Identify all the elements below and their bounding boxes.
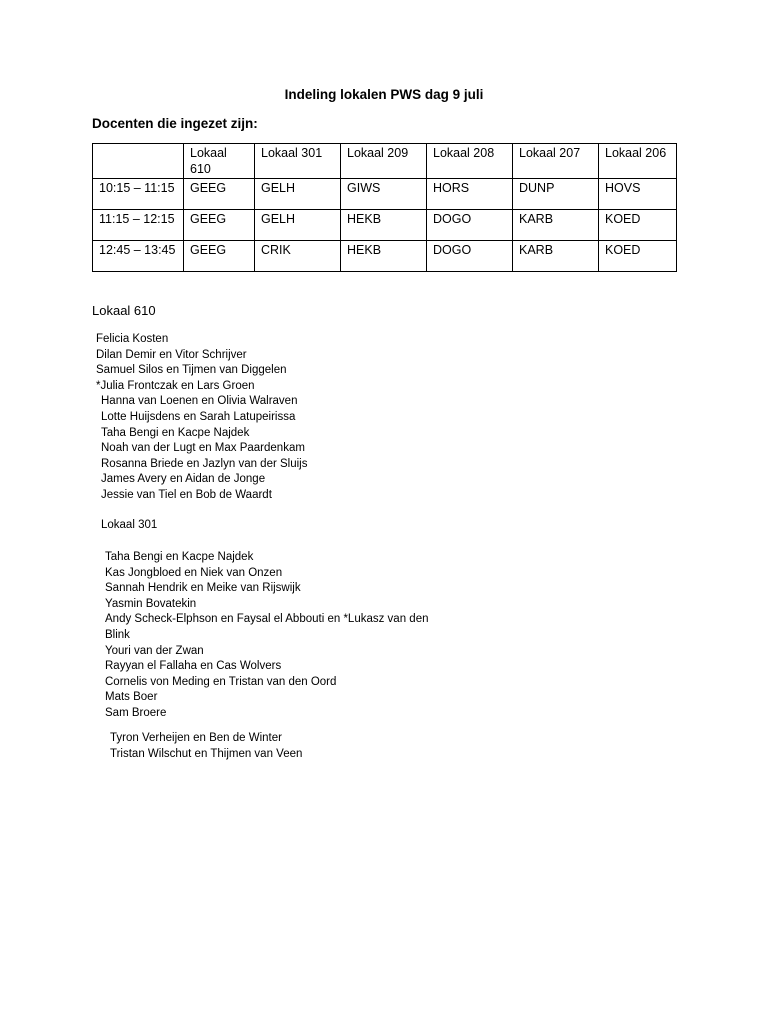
table-row xyxy=(93,241,677,272)
table-cell: DOGO xyxy=(427,210,513,241)
list-item: Felicia Kosten xyxy=(96,333,169,345)
list-item: Tyron Verheijen en Ben de Winter xyxy=(110,732,282,744)
section-heading-610: Lokaal 610 xyxy=(92,303,156,318)
table-cell: HEKB xyxy=(341,210,427,241)
table-cell: DUNP xyxy=(513,179,599,210)
list-item: Jessie van Tiel en Bob de Waardt xyxy=(101,488,272,501)
teacher-schedule-table xyxy=(92,143,677,272)
table-header-cell: Lokaal 208 xyxy=(427,144,513,179)
list-item: Sam Broere xyxy=(105,706,167,719)
table-header-cell: Lokaal 207 xyxy=(513,144,599,179)
list-item: Hanna van Loenen en Olivia Walraven xyxy=(101,395,298,408)
student-list-301 xyxy=(105,550,435,722)
student-list-610 xyxy=(96,332,307,504)
table-cell: HORS xyxy=(427,179,513,210)
table-cell: GEEG xyxy=(184,241,255,272)
list-item: Rosanna Briede en Jazlyn van der Sluijs xyxy=(101,457,308,470)
table-cell: GIWS xyxy=(341,179,427,210)
table-header-cell: Lokaal 301 xyxy=(255,144,341,179)
list-item: Taha Bengi en Kacpe Najdek xyxy=(101,426,250,439)
time-slot-cell: 11:15 – 12:15 xyxy=(93,210,184,241)
page-title: Indeling lokalen PWS dag 9 juli xyxy=(284,87,484,102)
table-cell: GEEG xyxy=(184,179,255,210)
table-cell: CRIK xyxy=(255,241,341,272)
list-item: Rayyan el Fallaha en Cas Wolvers xyxy=(105,660,282,673)
list-item: Samuel Silos en Tijmen van Diggelen xyxy=(96,364,287,377)
table-cell: DOGO xyxy=(427,241,513,272)
table-cell: GEEG xyxy=(184,210,255,241)
time-slot-cell: 12:45 – 13:45 xyxy=(93,241,184,272)
list-item: *Julia Frontczak en Lars Groen xyxy=(96,379,255,392)
time-slot-cell: 10:15 – 11:15 xyxy=(93,179,184,210)
list-item: Taha Bengi en Kacpe Najdek xyxy=(105,551,254,563)
teachers-heading: Docenten die ingezet zijn: xyxy=(92,116,258,131)
list-item: Tristan Wilschut en Thijmen van Veen xyxy=(110,747,303,760)
table-cell: HOVS xyxy=(599,179,677,210)
table-cell: GELH xyxy=(255,210,341,241)
table-cell: GELH xyxy=(255,179,341,210)
list-item: Cornelis von Meding en Tristan van den Oord xyxy=(105,675,337,688)
table-header-cell: Lokaal 209 xyxy=(341,144,427,179)
table-row xyxy=(93,179,677,210)
table-cell: KARB xyxy=(513,241,599,272)
table-header-cell: Lokaal 206 xyxy=(599,144,677,179)
table-header-cell xyxy=(93,144,184,179)
table-cell: KARB xyxy=(513,210,599,241)
list-item: James Avery en Aidan de Jonge xyxy=(101,473,266,486)
table-row xyxy=(93,210,677,241)
list-item: Sannah Hendrik en Meike van Rijswijk xyxy=(105,582,301,595)
list-item: Dilan Demir en Vitor Schrijver xyxy=(96,348,247,361)
list-item: Andy Scheck-Elphson en Faysal el Abbouti en *Lukasz van den Blink xyxy=(105,613,429,641)
student-list-301-extra xyxy=(110,731,302,762)
list-item: Kas Jongbloed en Niek van Onzen xyxy=(105,566,283,579)
table-cell: KOED xyxy=(599,210,677,241)
list-item: Noah van der Lugt en Max Paardenkam xyxy=(101,442,305,455)
table-cell: HEKB xyxy=(341,241,427,272)
list-item: Lotte Huijsdens en Sarah Latupeirissa xyxy=(101,410,296,423)
list-item: Yasmin Bovatekin xyxy=(105,597,197,610)
table-header-row xyxy=(93,144,677,179)
table-cell: KOED xyxy=(599,241,677,272)
table-header-cell: Lokaal 610 xyxy=(184,144,255,179)
list-item: Mats Boer xyxy=(105,691,158,704)
section-heading-301: Lokaal 301 xyxy=(101,519,158,531)
list-item: Youri van der Zwan xyxy=(105,644,204,657)
